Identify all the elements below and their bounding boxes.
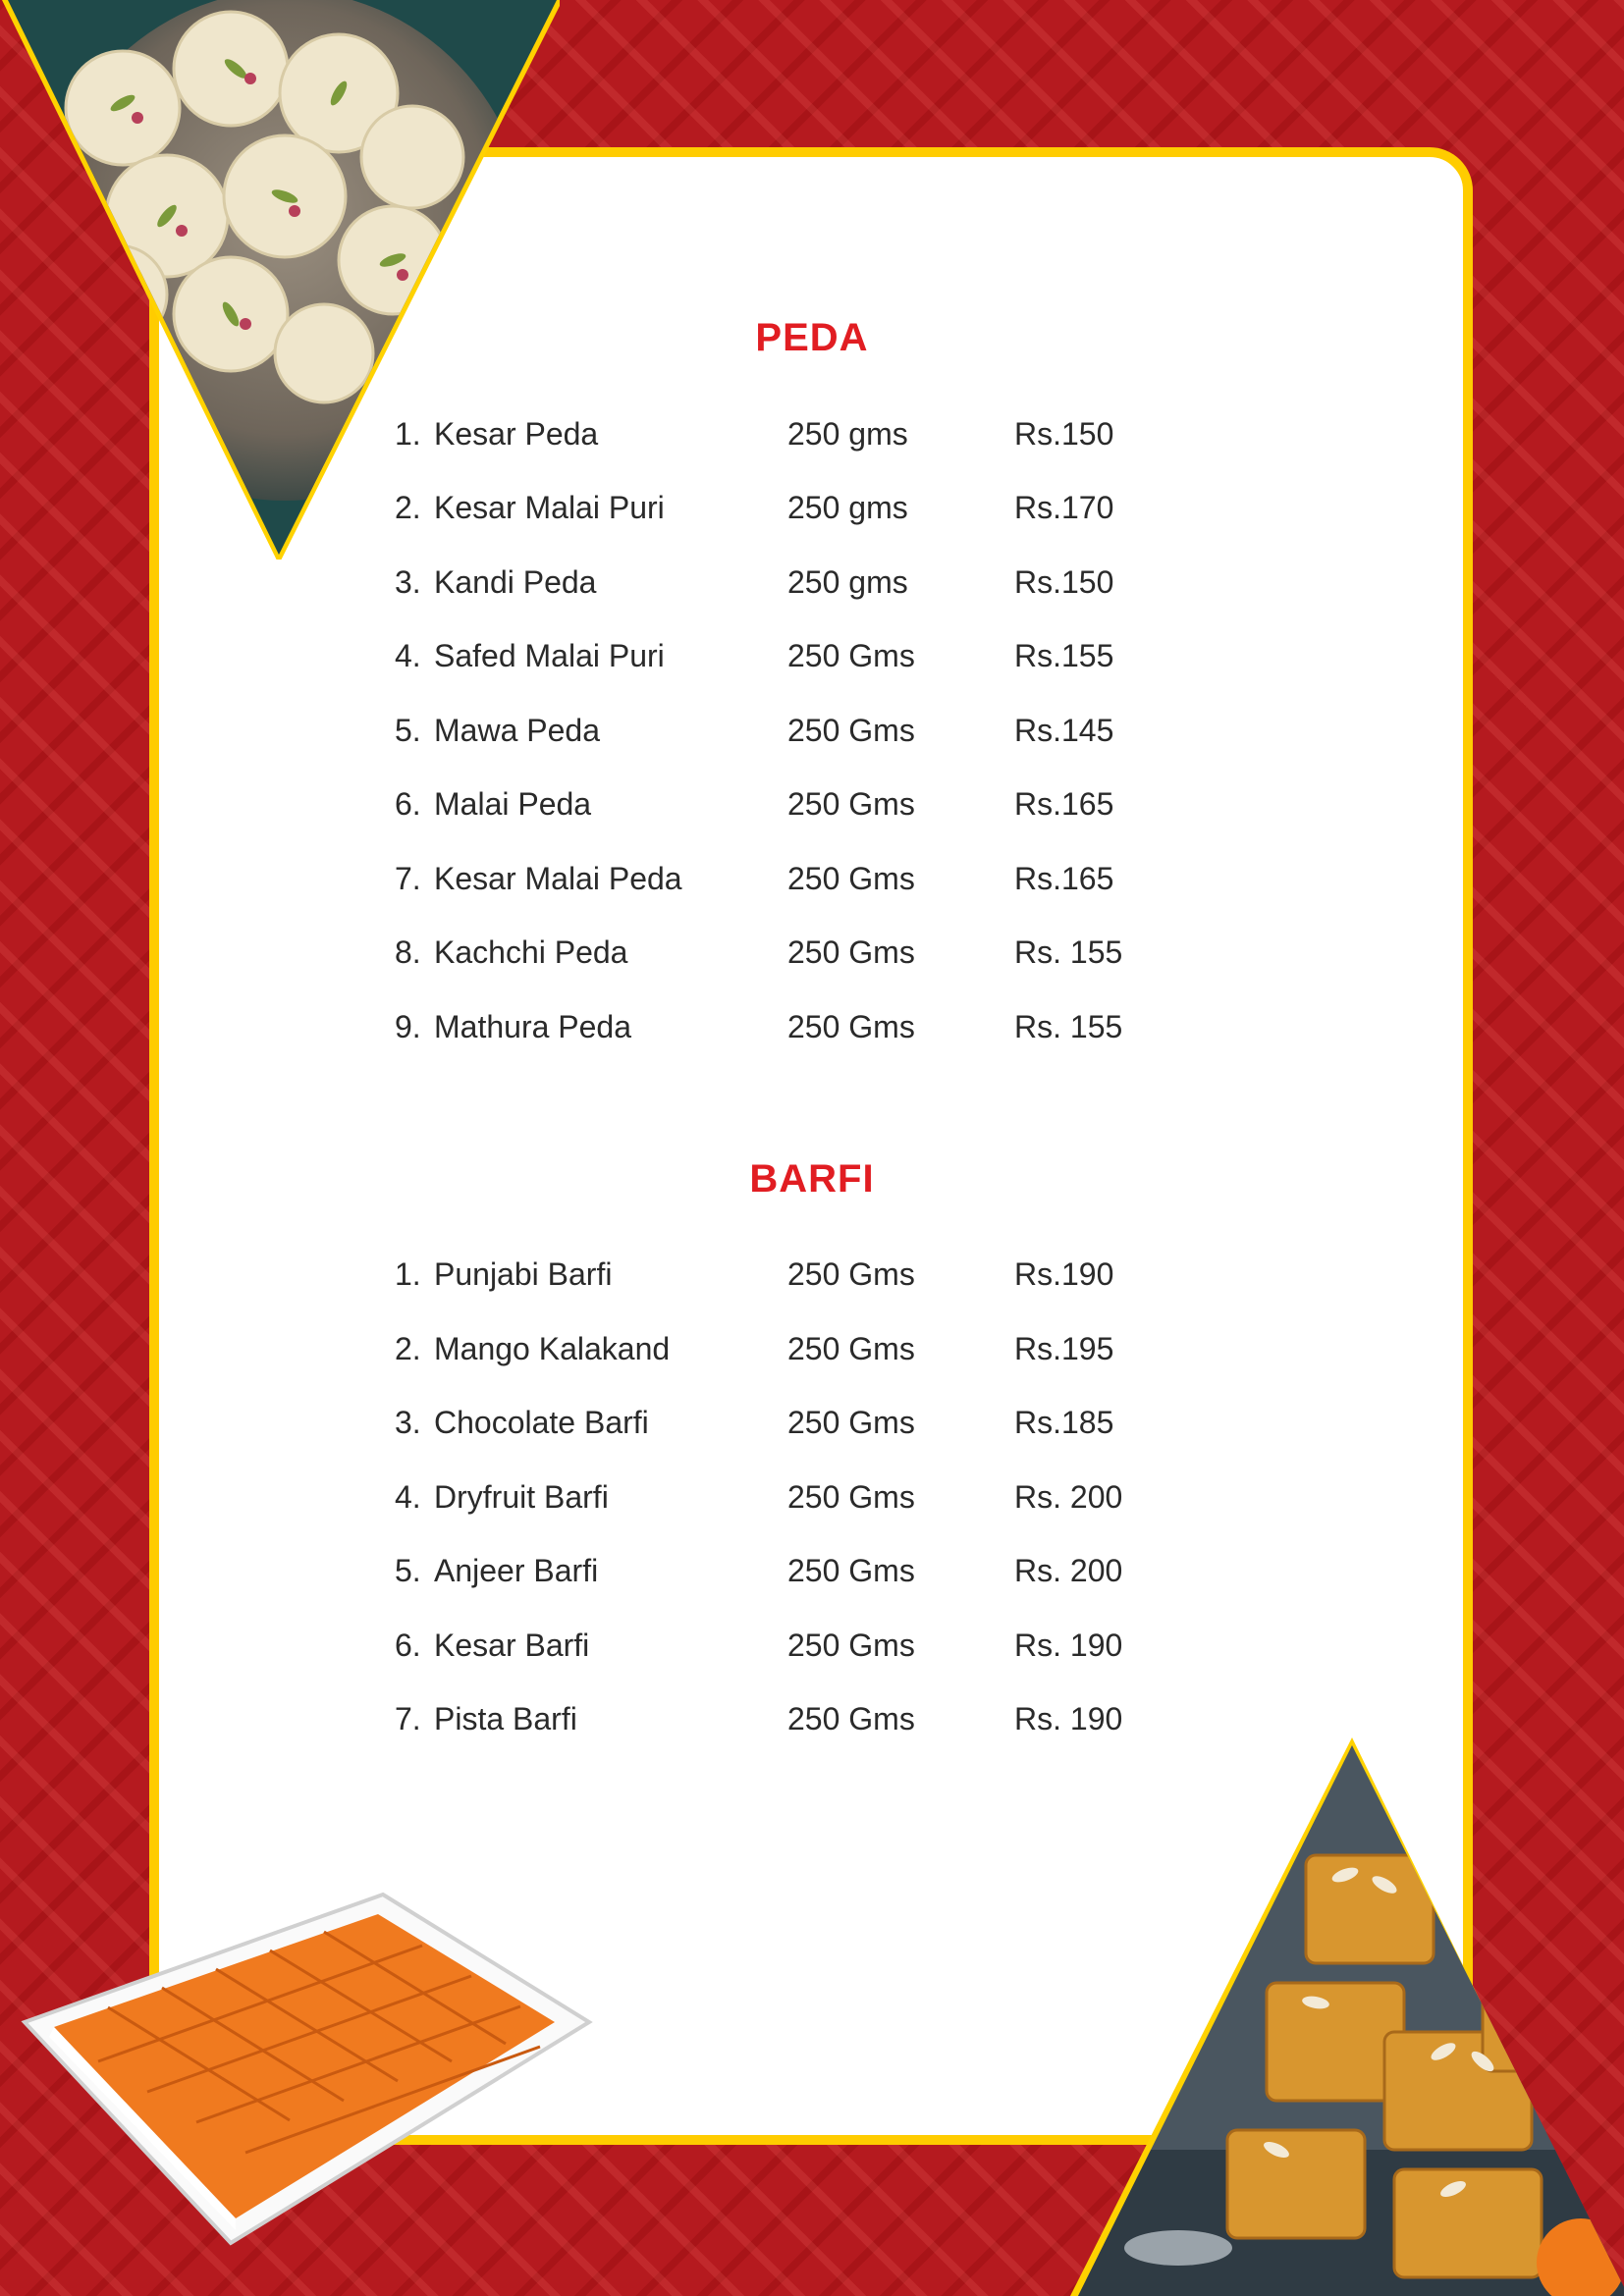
list-item <box>395 558 1278 607</box>
item-price: Rs.155 <box>1014 638 1114 673</box>
item-name: Safed Malai Puri <box>434 638 665 673</box>
item-number: 2. <box>395 1331 421 1366</box>
item-name: Kesar Barfi <box>434 1628 590 1663</box>
item-quantity: 250 Gms <box>787 1009 915 1044</box>
orange-barfi-tray-image <box>10 1885 599 2258</box>
item-price: Rs. 190 <box>1014 1701 1123 1736</box>
item-name: Mango Kalakand <box>434 1331 671 1366</box>
item-name: Kesar Malai Peda <box>434 861 682 896</box>
item-number: 1. <box>395 1256 421 1292</box>
list-item <box>395 1002 1278 1051</box>
list-item <box>395 1250 1278 1299</box>
list-item <box>395 1546 1278 1595</box>
item-quantity: 250 Gms <box>787 713 915 748</box>
item-number: 9. <box>395 1009 421 1044</box>
item-quantity: 250 Gms <box>787 1256 915 1292</box>
item-number: 4. <box>395 1479 421 1515</box>
item-name: Kandi Peda <box>434 564 597 600</box>
peda-plate-image <box>0 0 560 560</box>
list-item <box>395 928 1278 977</box>
item-name: Malai Peda <box>434 786 592 822</box>
section-title-peda: PEDA <box>755 316 869 359</box>
item-name: Mathura Peda <box>434 1009 632 1044</box>
item-quantity: 250 gms <box>787 490 908 525</box>
item-quantity: 250 gms <box>787 564 908 600</box>
item-name: Kesar Malai Puri <box>434 490 665 525</box>
item-number: 8. <box>395 934 421 970</box>
item-quantity: 250 gms <box>787 416 908 452</box>
item-price: Rs.190 <box>1014 1256 1114 1292</box>
list-item <box>395 409 1278 458</box>
item-quantity: 250 Gms <box>787 861 915 896</box>
barfi-pieces-image <box>1070 1737 1624 2296</box>
item-price: Rs. 155 <box>1014 1009 1123 1044</box>
item-number: 4. <box>395 638 421 673</box>
list-item <box>395 1621 1278 1670</box>
item-number: 5. <box>395 713 421 748</box>
item-number: 5. <box>395 1553 421 1588</box>
list-item <box>395 1472 1278 1522</box>
item-quantity: 250 Gms <box>787 1701 915 1736</box>
list-item <box>395 1324 1278 1373</box>
section-title-barfi: BARFI <box>749 1157 875 1201</box>
list-item <box>395 779 1278 828</box>
item-name: Mawa Peda <box>434 713 600 748</box>
item-number: 1. <box>395 416 421 452</box>
item-price: Rs. 190 <box>1014 1628 1123 1663</box>
item-price: Rs. 200 <box>1014 1479 1123 1515</box>
item-name: Anjeer Barfi <box>434 1553 599 1588</box>
item-quantity: 250 Gms <box>787 934 915 970</box>
item-price: Rs.170 <box>1014 490 1114 525</box>
item-price: Rs. 200 <box>1014 1553 1123 1588</box>
item-name: Dryfruit Barfi <box>434 1479 609 1515</box>
item-quantity: 250 Gms <box>787 1479 915 1515</box>
list-item <box>395 706 1278 755</box>
item-name: Chocolate Barfi <box>434 1405 649 1440</box>
item-quantity: 250 Gms <box>787 1628 915 1663</box>
item-price: Rs.165 <box>1014 786 1114 822</box>
item-price: Rs.150 <box>1014 564 1114 600</box>
item-name: Pista Barfi <box>434 1701 577 1736</box>
list-item <box>395 854 1278 903</box>
list-item <box>395 1694 1278 1743</box>
item-quantity: 250 Gms <box>787 638 915 673</box>
item-name: Punjabi Barfi <box>434 1256 613 1292</box>
item-name: Kachchi Peda <box>434 934 628 970</box>
item-quantity: 250 Gms <box>787 786 915 822</box>
item-number: 6. <box>395 1628 421 1663</box>
item-price: Rs.185 <box>1014 1405 1114 1440</box>
list-item <box>395 1398 1278 1447</box>
item-number: 2. <box>395 490 421 525</box>
item-price: Rs.150 <box>1014 416 1114 452</box>
item-quantity: 250 Gms <box>787 1553 915 1588</box>
item-number: 3. <box>395 1405 421 1440</box>
item-number: 3. <box>395 564 421 600</box>
item-price: Rs.195 <box>1014 1331 1114 1366</box>
item-quantity: 250 Gms <box>787 1331 915 1366</box>
list-item <box>395 631 1278 680</box>
item-price: Rs.165 <box>1014 861 1114 896</box>
item-number: 6. <box>395 786 421 822</box>
item-price: Rs.145 <box>1014 713 1114 748</box>
item-quantity: 250 Gms <box>787 1405 915 1440</box>
item-name: Kesar Peda <box>434 416 599 452</box>
item-number: 7. <box>395 1701 421 1736</box>
item-price: Rs. 155 <box>1014 934 1123 970</box>
list-item <box>395 483 1278 532</box>
item-number: 7. <box>395 861 421 896</box>
